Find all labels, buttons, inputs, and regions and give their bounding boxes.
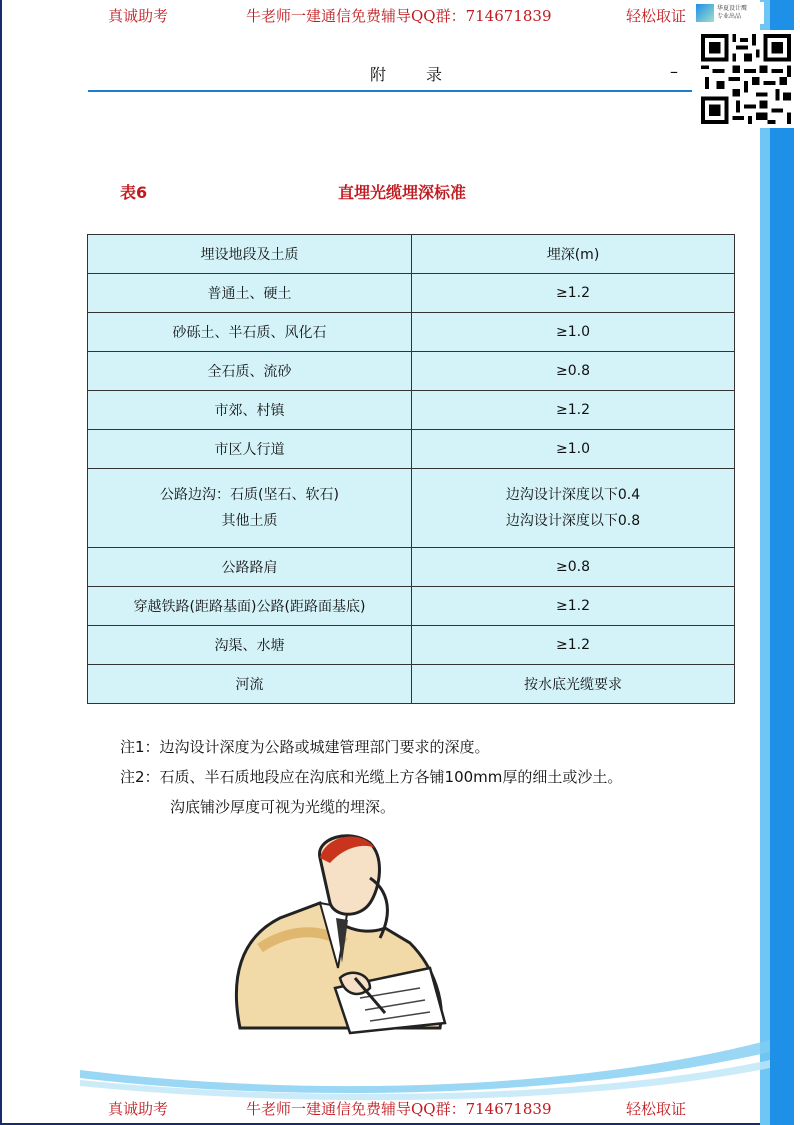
depth-cell: ≥0.8 [412, 352, 735, 391]
table-row [88, 469, 735, 548]
site-cell: 全石质、流砂 [88, 352, 412, 391]
promo-banner-top [0, 5, 760, 35]
table-row [88, 352, 735, 391]
decorative-swoosh [80, 1040, 770, 1100]
column-header-site: 埋设地段及土质 [88, 235, 412, 274]
page-frame-left [0, 0, 2, 1125]
site-cell [88, 469, 412, 548]
depth-cell: ≥1.2 [412, 626, 735, 665]
logo-mark-icon [696, 4, 714, 22]
depth-cell-line-1: 边沟设计深度以下0.4 [505, 487, 641, 503]
note-2: 注2：石质、半石质地段应在沟底和光缆上方各铺100mm厚的细土或沙土。 [120, 768, 623, 786]
table-row [88, 587, 735, 626]
publisher-logo [694, 2, 764, 24]
side-stripe-dark [770, 0, 794, 1125]
depth-cell [412, 469, 735, 548]
depth-cell: ≥1.0 [412, 313, 735, 352]
table-row [88, 665, 735, 704]
site-cell-line-1: 公路边沟：石质(坚石、软石) [160, 487, 339, 503]
running-header-dash: – [670, 62, 678, 81]
qr-code-graphic [696, 30, 796, 128]
site-cell: 市郊、村镇 [88, 391, 412, 430]
site-cell: 沟渠、水塘 [88, 626, 412, 665]
site-cell: 市区人行道 [88, 430, 412, 469]
depth-cell-line-2: 边沟设计深度以下0.8 [505, 513, 641, 529]
promo-center-text: 牛老师一建通信免费辅导QQ群：714671839 [246, 7, 552, 25]
promo-center-text: 牛老师一建通信免费辅导QQ群：714671839 [246, 1100, 552, 1118]
logo-line-2: 专业出品 [717, 13, 742, 20]
burial-depth-table [87, 234, 735, 704]
note-2-continuation: 沟底铺沙厚度可视为光缆的埋深。 [170, 798, 396, 816]
column-header-depth: 埋深(m) [412, 235, 735, 274]
site-cell: 砂砾土、半石质、风化石 [88, 313, 412, 352]
site-cell: 公路路肩 [88, 548, 412, 587]
table-number: 表6 [120, 183, 148, 202]
promo-left-text: 真诚助考 [108, 1100, 169, 1118]
side-stripe-edge [794, 0, 800, 1125]
site-cell: 普通土、硬土 [88, 274, 412, 313]
table-row [88, 391, 735, 430]
writing-man-illustration-icon [220, 828, 450, 1038]
side-stripe-light [760, 0, 770, 1125]
depth-cell: ≥1.2 [412, 274, 735, 313]
logo-line-1: 华夏设计鹰 [717, 5, 748, 12]
table-row [88, 548, 735, 587]
promo-left-text: 真诚助考 [108, 7, 169, 25]
table-row [88, 626, 735, 665]
table-row [88, 274, 735, 313]
site-cell: 穿越铁路(距路基面)公路(距路面基底) [88, 587, 412, 626]
depth-cell: ≥1.0 [412, 430, 735, 469]
promo-right-text: 轻松取证 [626, 1100, 687, 1118]
note-1: 注1：边沟设计深度为公路或城建管理部门要求的深度。 [120, 738, 490, 756]
depth-cell: 按水底光缆要求 [412, 665, 735, 704]
table-title: 直埋光缆埋深标准 [338, 183, 467, 202]
running-header-title: 附录 [370, 65, 483, 84]
depth-cell: ≥0.8 [412, 548, 735, 587]
table-row [88, 313, 735, 352]
promo-right-text: 轻松取证 [626, 7, 687, 25]
site-cell-line-2: 其他土质 [221, 513, 278, 529]
promo-banner-bottom [0, 1098, 760, 1125]
depth-cell: ≥1.2 [412, 391, 735, 430]
table-header-row [88, 235, 735, 274]
site-cell: 河流 [88, 665, 412, 704]
depth-cell: ≥1.2 [412, 587, 735, 626]
qr-code-icon[interactable] [696, 30, 796, 128]
table-row [88, 430, 735, 469]
table-notes [120, 732, 622, 822]
header-rule [88, 90, 692, 92]
